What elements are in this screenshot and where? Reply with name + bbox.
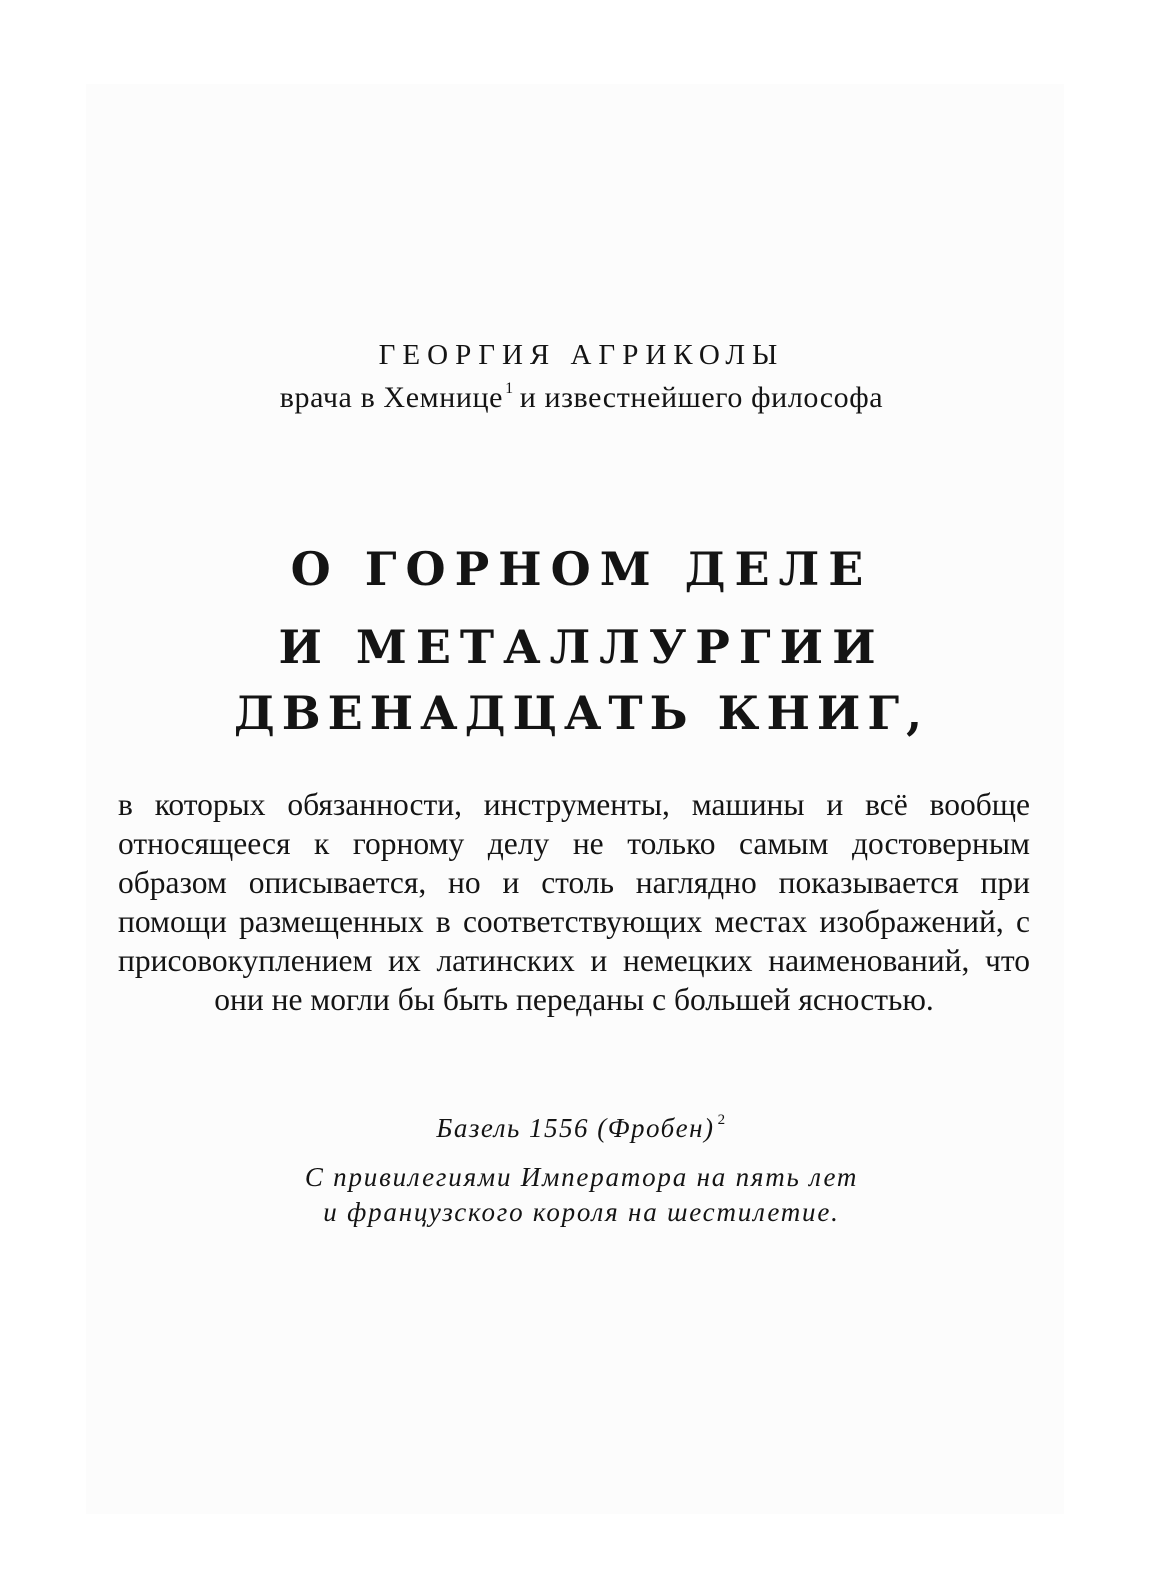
book-title-line-1: О ГОРНОМ ДЕЛЕ — [290, 542, 873, 596]
author-description-text: врача в Хемнице — [279, 381, 504, 414]
book-title-line-2: И МЕТАЛЛУРГИИ — [278, 620, 885, 674]
book-title-line-3: ДВЕНАДЦАТЬ КНИГ, — [233, 686, 930, 740]
book-description: в которых обязанности, инструменты, машины и всё вообще относящееся к горному делу не только самым достоверным образом описывается, но и столь наглядно показывается при помощи размещенных в соответствующих местах изображений, с присовокуплением их латинских и немецких наименований, что они не могли бы быть переданы с большей ясностью. — [118, 787, 1030, 1017]
author-name: ГЕОРГИЯ АГРИКОЛЫ — [378, 339, 785, 371]
footnote-reference-1: 1 — [505, 380, 514, 397]
privilege-line-2: и французского короля на шестилетие. — [323, 1197, 840, 1227]
imprint-text: Базель 1556 (Фробен) — [436, 1113, 715, 1143]
author-description — [0, 379, 1163, 417]
privilege-line-1: С привилегиями Императора на пять лет — [304, 1162, 859, 1192]
footnote-reference-2: 2 — [717, 1112, 727, 1128]
author-description-text-end: и известнейшего философа — [519, 381, 884, 414]
imprint — [0, 1110, 1163, 1146]
